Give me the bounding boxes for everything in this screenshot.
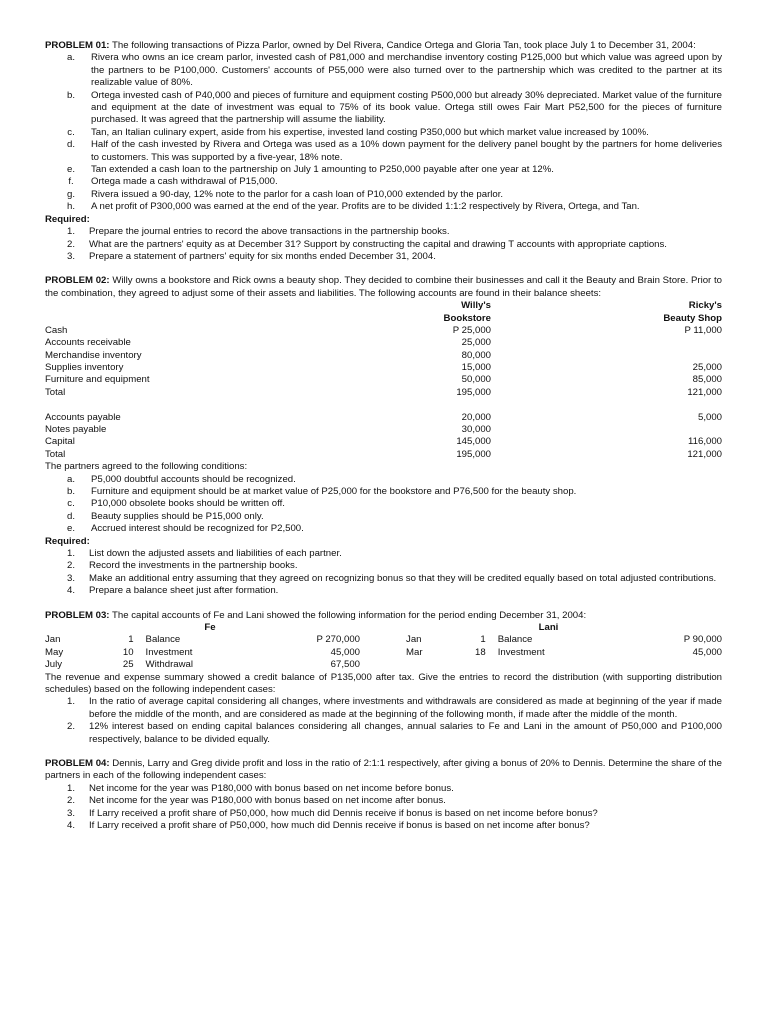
required-heading: Required: <box>45 213 90 225</box>
problem-01-transactions <box>45 52 722 213</box>
list-item: 2. What are the partners' equity as at December 31? Support by constructing the capital and drawing T accounts with appropriate captions. <box>66 238 667 250</box>
list-item: 3. Make an additional entry assuming that they agreed on recognizing bonus so that they will be credited equally based on total adjusted contributions. <box>66 572 717 584</box>
table-row: Furniture and equipment 50,000 85,000 <box>45 374 722 386</box>
problem-03-title: PROBLEM 03: <box>45 609 110 621</box>
list-item: b. Ortega invested cash of P40,000 and pieces of furniture and equipment costing P500,000 but already 30% depreciated. Market value of the furniture and equipment at the date of investment was equal to 75% of its book value. Ortega still owes Fair Mart P52,500 for the pieces of furniture purchased. It was agreed that the partnership will assume the liability. <box>66 89 722 126</box>
list-item: 1. Net income for the year was P180,000 with bonus based on net income before bonus. <box>66 782 454 794</box>
list-item: 3. If Larry received a profit share of P50,000, how much did Dennis receive if bonus is based on net income before bonus? <box>66 807 598 819</box>
table-row: Accounts receivable 25,000 <box>45 337 491 349</box>
problem-01-required <box>45 226 722 263</box>
list-item: 2. Net income for the year was P180,000 with bonus based on net income after bonus. <box>66 795 446 807</box>
problem-01-intro: The following transactions of Pizza Parlor, owned by Del Rivera, Candice Ortega and Gloria Tan, took place July 1 to December 31, 2004: <box>112 40 696 51</box>
document-page <box>45 40 722 833</box>
list-item: d. Half of the cash invested by Rivera and Ortega was used as a 10% down payment for the delivery panel bought by the partners for home deliveries to customers. This was supported by a five-year, 18% note. <box>66 139 722 163</box>
table-row: Supplies inventory 15,000 25,000 <box>45 362 722 374</box>
list-item: g. Rivera issued a 90-day, 12% note to the parlor for a cash loan of P10,000 extended by the parlor. <box>66 188 504 200</box>
list-item: b. Furniture and equipment should be at market value of P25,000 for the bookstore and P76,500 for the beauty shop. <box>66 486 577 498</box>
problem-02-conditions <box>45 474 722 536</box>
table-row: Notes payable 30,000 <box>45 424 491 436</box>
table-header: Bookstore Beauty Shop <box>443 312 722 324</box>
table-row: Merchandise inventory 80,000 <box>45 349 491 361</box>
table-row: Total 195,000 121,000 <box>45 386 722 398</box>
table-row: May 10 Investment 45,000 Mar 18 Investment 45,000 <box>45 646 723 658</box>
list-item: 1. Prepare the journal entries to record the above transactions in the partnership books. <box>66 226 450 238</box>
list-item: h. A net profit of P300,000 was earned at the end of the year. Profits are to be divided 1:1:2 respectively by Rivera, Ortega, and Tan. <box>66 201 640 213</box>
table-row: Capital 145,000 116,000 <box>45 436 722 448</box>
problem-04 <box>45 758 722 832</box>
list-item: a. P5,000 doubtful accounts should be recognized. <box>66 473 296 485</box>
list-item: a. Rivera who owns an ice cream parlor, invested cash of P81,000 and merchandise inventory costing P125,000 but which value was agreed upon by the partners to be P100,000. Customers' accounts of P55,000 were also turned over to the partnership which was credited to the partner at its realizable value of 80%. <box>66 52 722 89</box>
table-row: Cash P 25,000 P 11,000 <box>45 324 722 336</box>
list-item: d. Beauty supplies should be P15,000 only. <box>66 510 264 522</box>
conditions-intro: The partners agreed to the following conditions: <box>45 461 248 473</box>
table-row: July 25 Withdrawal 67,500 <box>45 659 361 671</box>
problem-03-body: The revenue and expense summary showed a credit balance of P135,000 after tax. Give the entries to record the distribution (with supporting distribution schedules) based on the following independent cases: <box>45 671 722 696</box>
list-item: 4. Prepare a balance sheet just after formation. <box>66 585 279 597</box>
list-item: 3. Prepare a statement of partners' equity for six months ended December 31, 2004. <box>66 250 436 262</box>
capital-accounts-table <box>45 622 722 672</box>
problem-02 <box>45 275 722 597</box>
problem-01 <box>45 40 722 263</box>
table-header: Willy's Ricky's <box>461 300 722 312</box>
required-heading: Required: <box>45 535 90 547</box>
table-header: Fe Lani <box>204 622 559 634</box>
list-item: 1. In the ratio of average capital considering all changes, where investments and withdrawals are considered as made at beginning of the year if made before the middle of the month, and are considered as made at the beginning of the following month, if made after the middle of the month. <box>66 696 722 720</box>
list-item: f. Ortega made a cash withdrawal of P15,000. <box>68 176 278 188</box>
problem-04-cases <box>45 783 722 833</box>
problem-03 <box>45 610 722 746</box>
list-item: e. Tan extended a cash loan to the partnership on July 1 amounting to P250,000 payable after one year at 12%. <box>66 164 554 176</box>
table-row: Total 195,000 121,000 <box>45 448 722 460</box>
balance-sheet-table <box>45 300 722 461</box>
list-item: 2. 12% interest based on ending capital balances considering all changes, annual salaries to Fe and Lani in the amount of P50,000 and P100,000 respectively, balance to be divided equally. <box>66 721 722 745</box>
problem-04-intro: Dennis, Larry and Greg divide profit and loss in the ratio of 2:1:1 respectively, after giving a bonus of 20% to Dennis. Determine the share of the partners in each of the following independent cases: <box>45 758 722 782</box>
list-item: c. P10,000 obsolete books should be written off. <box>67 498 285 510</box>
problem-02-intro: Willy owns a bookstore and Rick owns a beauty shop. They decided to combine their businesses and call it the Beauty and Brain Store. Prior to the combination, they agreed to adjust some of their assets and liabilities. The following accounts are found in their balance sheets: <box>45 275 722 299</box>
problem-03-cases <box>45 696 722 746</box>
problem-02-title: PROBLEM 02: <box>45 275 110 287</box>
problem-01-title: PROBLEM 01: <box>45 40 110 51</box>
table-row: Accounts payable 20,000 5,000 <box>45 411 722 423</box>
list-item: c. Tan, an Italian culinary expert, aside from his expertise, invested land costing P350,000 but which market value increased by 100%. <box>67 126 649 138</box>
list-item: e. Accrued interest should be recognized for P2,500. <box>66 523 304 535</box>
list-item: 1. List down the adjusted assets and liabilities of each partner. <box>66 548 342 560</box>
table-row: Jan 1 Balance P 270,000 Jan 1 Balance P 90,000 <box>45 634 723 646</box>
list-item: 4. If Larry received a profit share of P50,000, how much did Dennis receive if bonus is based on net income after bonus? <box>66 820 590 832</box>
list-item: 2. Record the investments in the partnership books. <box>66 560 298 572</box>
problem-02-required <box>45 548 722 598</box>
problem-04-title: PROBLEM 04: <box>45 758 110 770</box>
problem-03-intro: The capital accounts of Fe and Lani showed the following information for the period ending December 31, 2004: <box>112 609 587 621</box>
